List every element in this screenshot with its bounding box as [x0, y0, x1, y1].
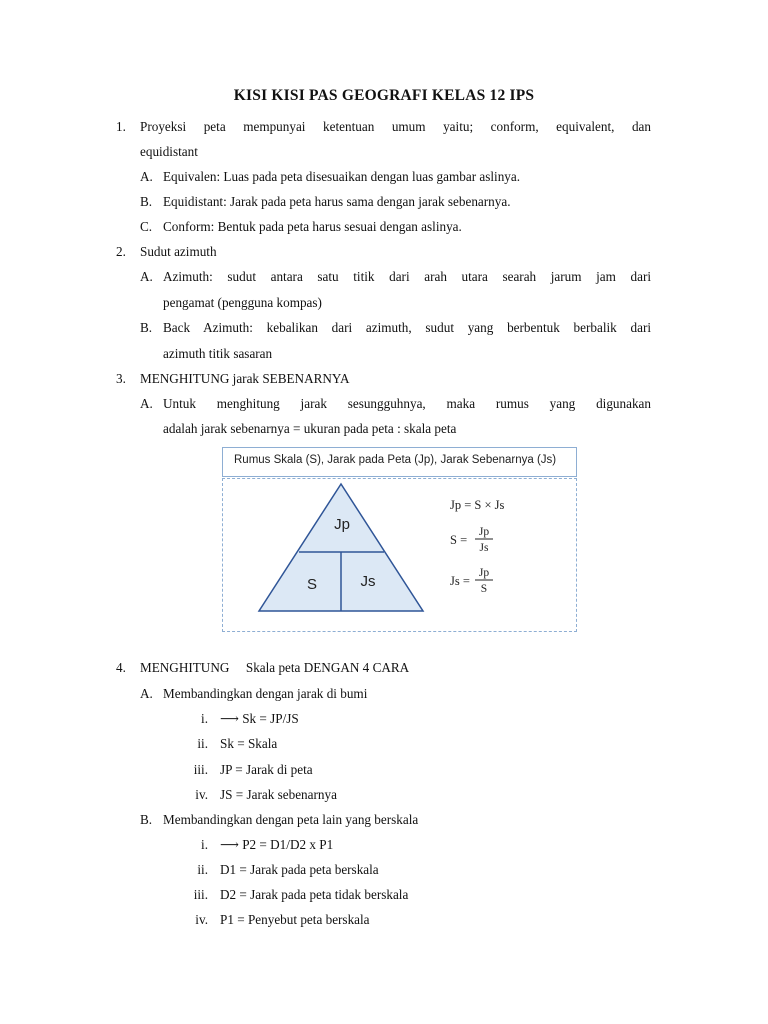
triangle-label-js: Js	[360, 573, 376, 590]
item-label: A.	[140, 269, 153, 284]
section-number: 4.	[116, 660, 126, 675]
section-text: Sudut azimuth	[140, 244, 217, 259]
item-label: B.	[140, 320, 153, 335]
item-label: A.	[140, 686, 153, 701]
item-label: A.	[140, 396, 153, 411]
item-text-continued: adalah jarak sebenarnya = ukuran pada peta : skala peta	[163, 421, 457, 436]
triangle-label-jp: Jp	[334, 516, 350, 533]
formula-s-numerator: Jp	[478, 526, 490, 538]
item-text: Untuk menghitung jarak sesungguhnya, maka rumus yang digunakan	[163, 396, 651, 411]
section-number: 1.	[116, 119, 126, 134]
formula-js-lhs: Js =	[450, 574, 470, 588]
sub-item-text: JS = Jarak sebenarnya	[220, 787, 337, 802]
item-label: A.	[140, 169, 153, 184]
triangle-label-s: S	[306, 576, 318, 593]
item-text: Equivalen: Luas pada peta disesuaikan dengan luas gambar aslinya.	[163, 169, 521, 184]
section-text: MENGHITUNG Skala peta DENGAN 4 CARA	[140, 660, 410, 675]
section-number: 2.	[116, 244, 126, 259]
item-text: Equidistant: Jarak pada peta harus sama dengan jarak sebenarnya.	[163, 194, 511, 209]
formula-s-lhs: S =	[450, 533, 468, 547]
sub-item-label: iii.	[193, 762, 208, 777]
sub-item-label: ii.	[197, 862, 208, 877]
sub-item-label: iii.	[193, 887, 208, 902]
sub-item-text: D2 = Jarak pada peta tidak berskala	[220, 887, 409, 902]
formula-s-denominator: Js	[479, 542, 489, 554]
sub-item-text: ⟶ Sk = JP/JS	[220, 711, 299, 726]
sub-item-label: iv.	[195, 912, 208, 927]
section-number: 3.	[116, 371, 126, 386]
sub-item-label: i.	[201, 711, 208, 726]
diagram-header-text: Rumus Skala (S), Jarak pada Peta (Jp), Jarak Sebenarnya (Js)	[234, 454, 557, 466]
item-text: Membandingkan dengan jarak di bumi	[163, 686, 368, 701]
item-text-continued: pengamat (pengguna kompas)	[163, 295, 322, 310]
item-label: B.	[140, 812, 153, 827]
item-label: B.	[140, 194, 153, 209]
sub-item-label: i.	[201, 837, 208, 852]
item-text: Membandingkan dengan peta lain yang berskala	[163, 812, 419, 827]
sub-item-text: JP = Jarak di peta	[220, 762, 313, 777]
section-text-continued: equidistant	[140, 144, 198, 159]
sub-item-text: D1 = Jarak pada peta berskala	[220, 862, 379, 877]
section-text: Proyeksi peta mempunyai ketentuan umum yaitu; conform, equivalent, dan	[140, 119, 651, 134]
item-text: Conform: Bentuk pada peta harus sesuai dengan aslinya.	[163, 219, 462, 234]
formula-js-denominator: S	[480, 583, 488, 595]
formula-triangle-graphic	[222, 447, 577, 632]
page-title: KISI KISI PAS GEOGRAFI KELAS 12 IPS	[233, 87, 535, 104]
sub-item-text: Sk = Skala	[220, 736, 278, 751]
sub-item-label: iv.	[195, 787, 208, 802]
item-text-continued: azimuth titik sasaran	[163, 346, 273, 361]
scale-formula-diagram	[222, 447, 577, 632]
item-label: C.	[140, 219, 153, 234]
sub-item-text: P1 = Penyebut peta berskala	[220, 912, 370, 927]
item-text: Back Azimuth: kebalikan dari azimuth, sudut yang berbentuk berbalik dari	[163, 320, 651, 335]
sub-item-label: ii.	[197, 736, 208, 751]
section-text: MENGHITUNG jarak SEBENARNYA	[140, 371, 350, 386]
item-text: Azimuth: sudut antara satu titik dari arah utara searah jarum jam dari	[163, 269, 651, 284]
formula-jp: Jp = S × Js	[450, 498, 505, 512]
formula-js-numerator: Jp	[478, 567, 490, 579]
sub-item-text: ⟶ P2 = D1/D2 x P1	[220, 837, 334, 852]
